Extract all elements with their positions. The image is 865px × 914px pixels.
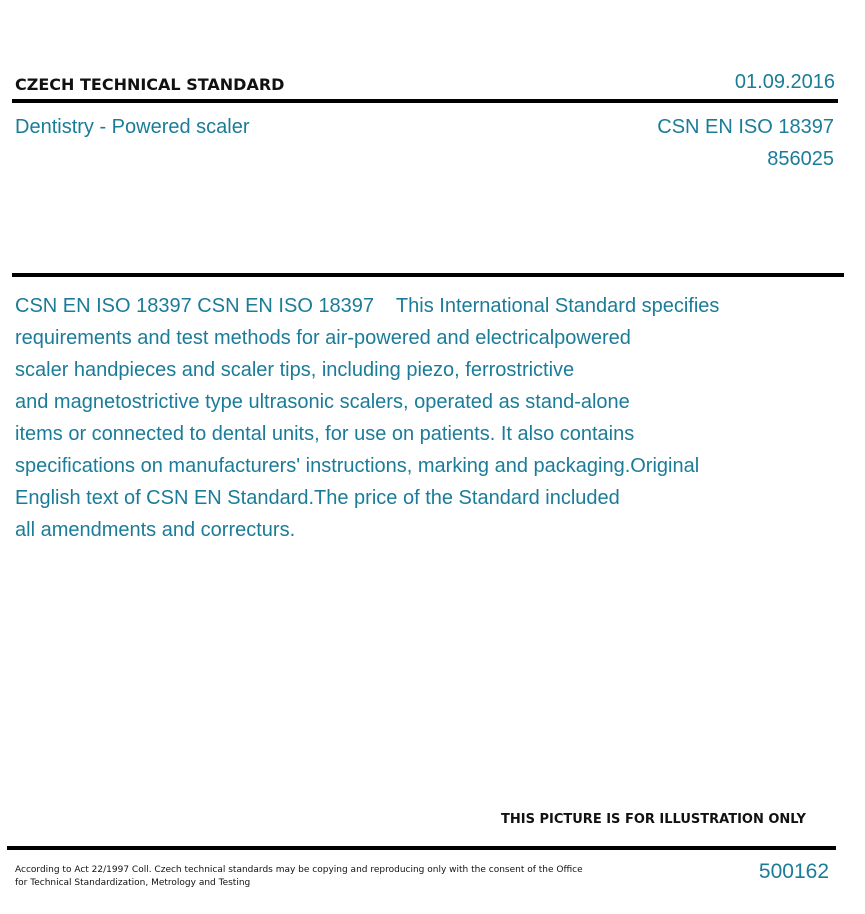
illustration-note: THIS PICTURE IS FOR ILLUSTRATION ONLY — [501, 812, 806, 827]
description-line: scaler handpieces and scaler tips, including piezo, ferrostrictive — [15, 359, 575, 381]
description-line: English text of CSN EN Standard.The price of the Standard included — [15, 487, 620, 509]
description-line: all amendments and correcturs. — [15, 519, 296, 541]
standard-title: Dentistry - Powered scaler — [15, 116, 250, 138]
legal-notice-line: According to Act 22/1997 Coll. Czech technical standards may be copying and reproducing only with the consent of the Office — [15, 865, 583, 875]
publication-date: 01.09.2016 — [734, 71, 835, 93]
standard-code: CSN EN ISO 18397 — [657, 116, 834, 138]
legal-notice — [15, 864, 595, 890]
description-line: CSN EN ISO 18397 CSN EN ISO 18397 This International Standard specifies — [15, 295, 720, 317]
description-line: items or connected to dental units, for use on patients. It also contains — [15, 423, 635, 445]
legal-notice-line: for Technical Standardization, Metrology and Testing — [15, 878, 251, 888]
standard-number: 856025 — [767, 148, 834, 170]
catalog-code: 500162 — [758, 860, 829, 883]
description-line: specifications on manufacturers' instructions, marking and packaging.Original — [15, 455, 700, 477]
footer-divider — [7, 846, 836, 850]
description-line: requirements and test methods for air-powered and electricalpowered — [15, 327, 631, 349]
standard-description — [15, 290, 815, 546]
section-divider — [12, 273, 844, 277]
document-category: CZECH TECHNICAL STANDARD — [15, 75, 285, 94]
description-line: and magnetostrictive type ultrasonic scalers, operated as stand-alone — [15, 391, 630, 413]
header-divider — [12, 99, 838, 103]
